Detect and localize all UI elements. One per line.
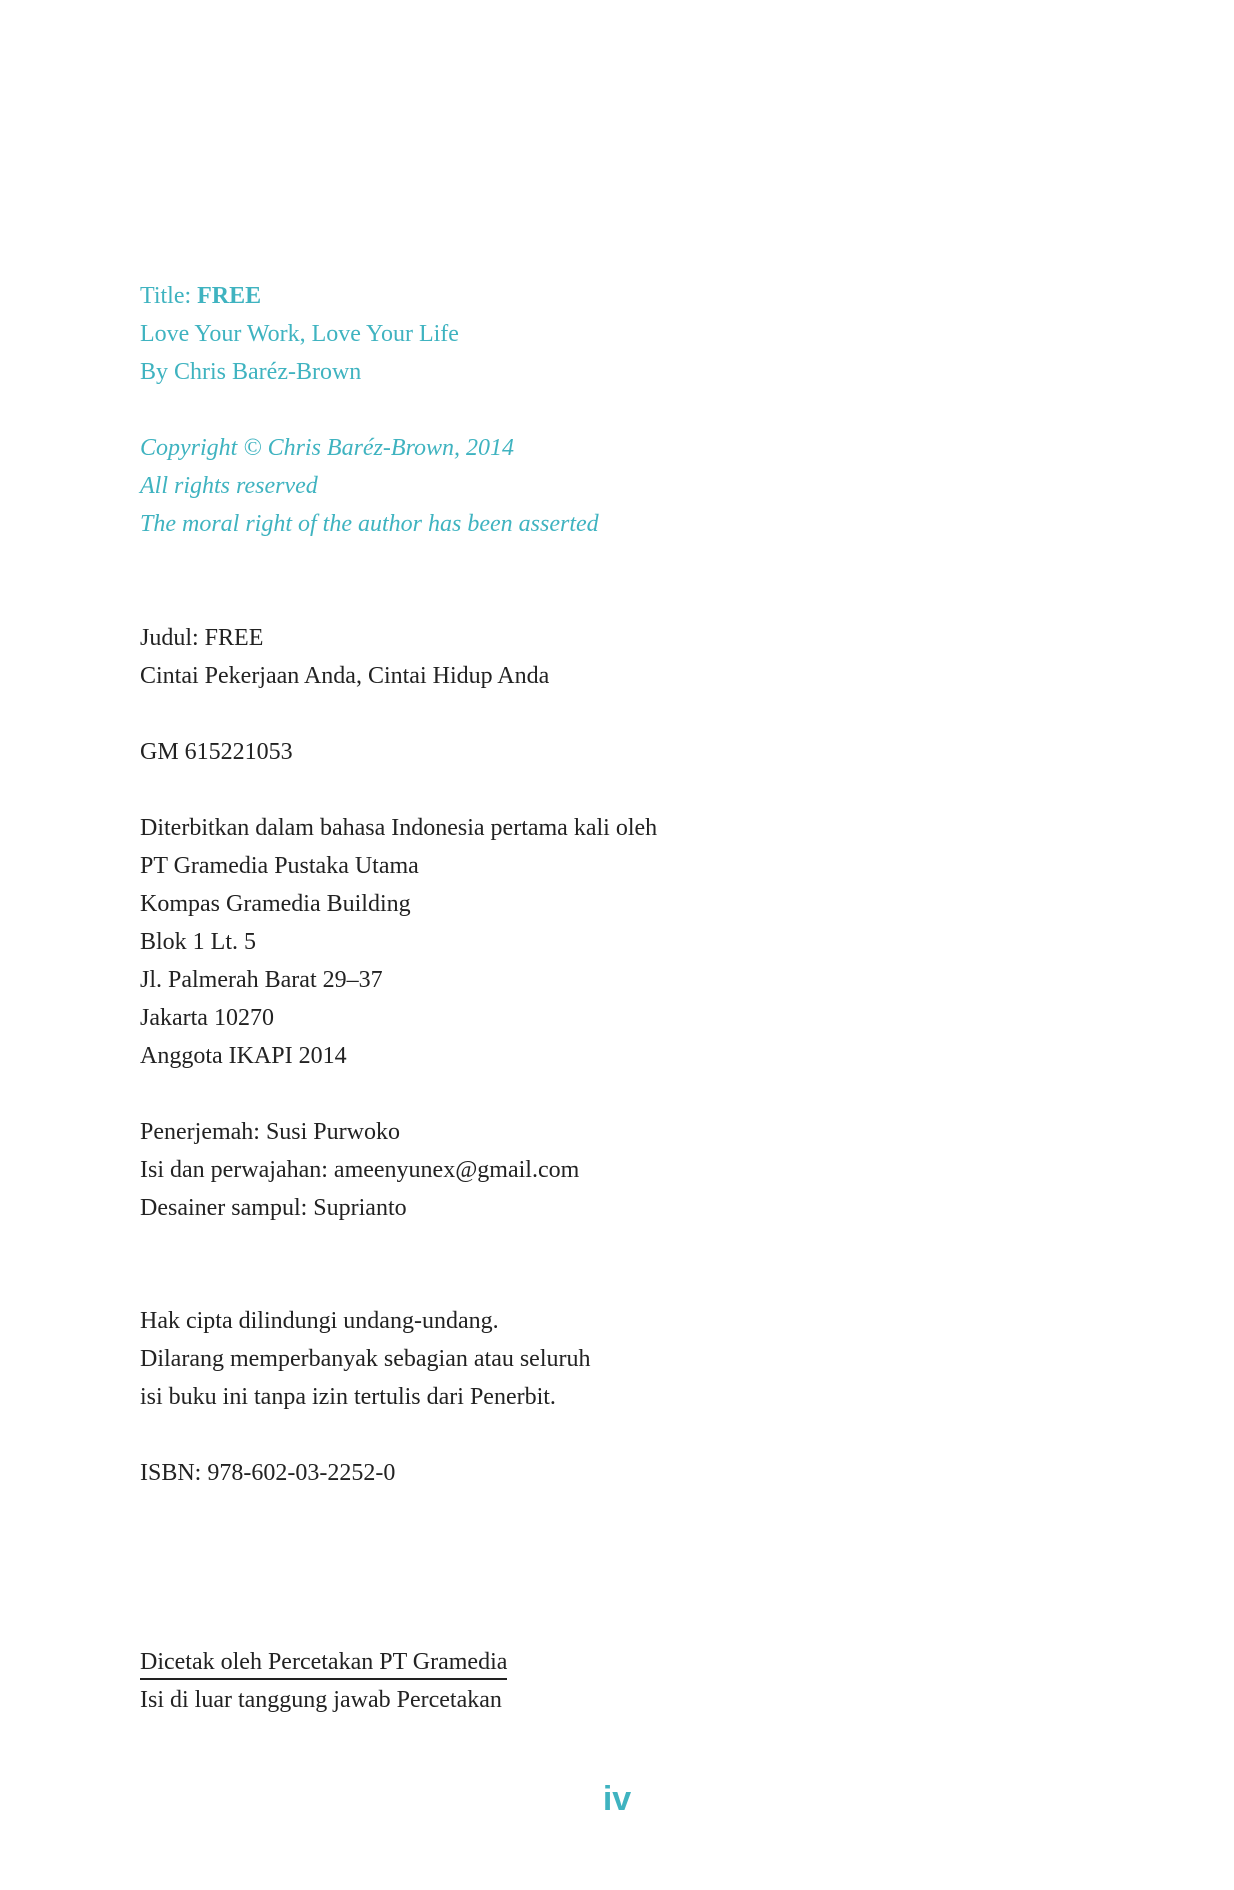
cover-designer-credit: Desainer sampul: Suprianto bbox=[140, 1195, 407, 1221]
printer-block bbox=[140, 1643, 507, 1719]
copyright-law-block bbox=[140, 1302, 591, 1416]
translated-subtitle: Cintai Pekerjaan Anda, Cintai Hidup Anda bbox=[140, 663, 550, 689]
title-label: Title: bbox=[140, 283, 198, 309]
publisher-line: Diterbitkan dalam bahasa Indonesia pertama kali oleh bbox=[140, 815, 658, 841]
original-title-line bbox=[140, 277, 459, 315]
rights-reserved: All rights reserved bbox=[140, 473, 318, 499]
original-subtitle: Love Your Work, Love Your Life bbox=[140, 321, 459, 347]
publisher-line: Kompas Gramedia Building bbox=[140, 891, 411, 917]
page-number: iv bbox=[602, 1780, 632, 1818]
gm-code: GM 615221053 bbox=[140, 739, 293, 765]
moral-right-notice: The moral right of the author has been asserted bbox=[140, 511, 599, 537]
isbn-block bbox=[140, 1454, 395, 1492]
translated-title: Judul: FREE bbox=[140, 625, 264, 651]
title-value: FREE bbox=[197, 283, 262, 309]
printer-disclaimer: Isi di luar tanggung jawab Percetakan bbox=[140, 1687, 502, 1713]
translator-credit: Penerjemah: Susi Purwoko bbox=[140, 1119, 400, 1145]
publisher-line: Anggota IKAPI 2014 bbox=[140, 1043, 347, 1069]
original-author: By Chris Baréz-Brown bbox=[140, 359, 362, 385]
publisher-line: Jakarta 10270 bbox=[140, 1005, 274, 1031]
copyright-block bbox=[140, 429, 599, 543]
layout-credit: Isi dan perwajahan: ameenyunex@gmail.com bbox=[140, 1157, 580, 1183]
copyright-law-line: Hak cipta dilindungi undang-undang. bbox=[140, 1308, 499, 1334]
publisher-line: Blok 1 Lt. 5 bbox=[140, 929, 257, 955]
original-title-block bbox=[140, 277, 459, 391]
publisher-line: Jl. Palmerah Barat 29–37 bbox=[140, 967, 383, 993]
gm-code-block bbox=[140, 733, 293, 771]
printed-by: Dicetak oleh Percetakan PT Gramedia bbox=[140, 1646, 507, 1680]
translated-title-block bbox=[140, 619, 549, 695]
copyright-notice: Copyright © Chris Baréz-Brown, 2014 bbox=[140, 435, 515, 461]
copyright-law-line: Dilarang memperbanyak sebagian atau seluruh bbox=[140, 1346, 591, 1372]
publisher-block bbox=[140, 809, 657, 1075]
credits-block bbox=[140, 1113, 579, 1227]
isbn: ISBN: 978-602-03-2252-0 bbox=[140, 1460, 396, 1486]
publisher-line: PT Gramedia Pustaka Utama bbox=[140, 853, 419, 879]
copyright-law-line: isi buku ini tanpa izin tertulis dari Penerbit. bbox=[140, 1384, 556, 1410]
